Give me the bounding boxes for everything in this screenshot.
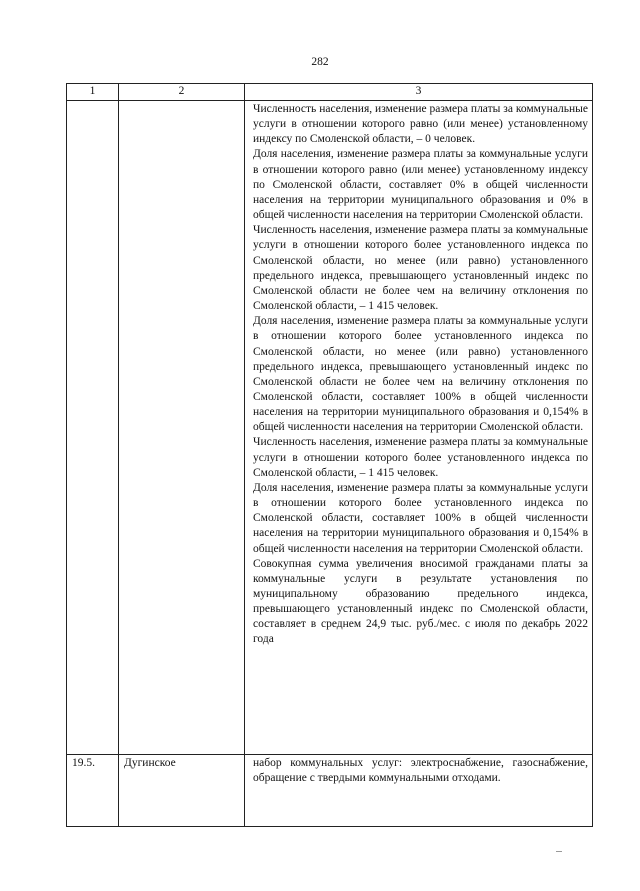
paragraph-1: Численность населения, изменение размера платы за коммунальные услуги в отношении которого равно (или менее) установленному индексу по Смоленской области, – 0 человек. (253, 103, 588, 146)
row-number: 19.5. (67, 755, 119, 827)
table-row-19-5 (67, 755, 593, 827)
table-header-row (67, 84, 593, 101)
header-col-3: 3 (245, 84, 593, 101)
cell-name-empty (119, 101, 245, 755)
paragraph-3: Численность населения, изменение размера платы за коммунальные услуги в отношении которого более установленного индекса по Смоленской области, но менее (или равно) установленного предельного индекса, превышающего установленный индекс по Смоленской области не более чем на величину отклонения по Смоленской области, – 1 415 человек. (253, 224, 588, 313)
page-number: 282 (311, 56, 329, 68)
row-municipality-name: Дугинское (119, 755, 245, 827)
paragraph-6: Доля населения, изменение размера платы за коммунальные услуги в отношении которого более установленного индекса по Смоленской области, составляет 100% в общей численности населения на территории муниципального образования и 0,154% в общей численности населения на территории Смоленской области. (253, 481, 588, 555)
scan-mark (556, 851, 562, 852)
header-col-2: 2 (119, 84, 245, 101)
paragraph-5: Численность населения, изменение размера платы за коммунальные услуги в отношении которого более установленного индекса по Смоленской области, – 1 415 человек. (253, 436, 588, 479)
cell-description (245, 101, 593, 755)
document-table (66, 83, 593, 827)
paragraph-2: Доля населения, изменение размера платы за коммунальные услуги в отношении которого равно (или менее) установленному индексу по Смоленской области, составляет 0% в общей численности населения на территории муниципального образования и 0% в общей численности населения на территории Смоленской области. (253, 148, 588, 222)
cell-number-empty (67, 101, 119, 755)
table-row-continuation (67, 101, 593, 755)
paragraph-4: Доля населения, изменение размера платы за коммунальные услуги в отношении которого более установленного индекса по Смоленской области, но менее (или равно) установленного предельного индекса, превышающего установленный индекс по Смоленской области не более чем на величину отклонения по Смоленской области, составляет 100% в общей численности населения на территории муниципального образования и 0,154% в общей численности населения на территории Смоленской области. (253, 315, 588, 434)
paragraph-7: Совокупная сумма увеличения вносимой гражданами платы за коммунальные услуги в результате установления по муниципальному образованию предельного индекса, превышающего установленный индекс по Смоленской области, составляет в среднем 24,9 тыс. руб./мес. с июля по декабрь 2022 года (253, 557, 588, 646)
row-description (245, 755, 593, 827)
header-col-1: 1 (67, 84, 119, 101)
row-19-5-text: набор коммунальных услуг: электроснабжение, газоснабжение, обращение с твердыми коммунальными отходами. (253, 757, 588, 785)
